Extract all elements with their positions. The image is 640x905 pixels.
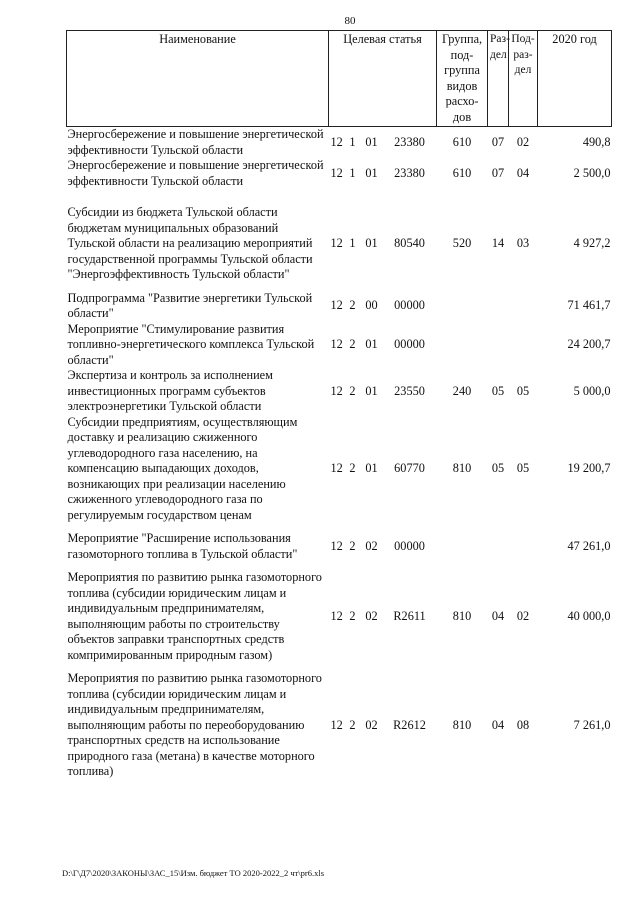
row-spacer — [67, 562, 612, 570]
target-article-subprogram: 2 — [349, 461, 356, 475]
target-article-direction: R2612 — [393, 717, 426, 732]
header-group: Группа, под-группа видов расхо-дов — [437, 31, 488, 127]
target-article-direction: R2611 — [393, 608, 426, 623]
target-article-event: 01 — [365, 236, 378, 250]
target-article-program: 12 — [330, 717, 343, 732]
table-row — [67, 531, 612, 562]
header-subsection: Под-раз-дел — [509, 31, 538, 127]
expense-group: 810 — [452, 608, 472, 623]
amount-2020: 19 200,7 — [567, 461, 611, 475]
row-spacer — [67, 189, 612, 205]
target-article-program: 12 — [330, 134, 343, 149]
section-code: 07 — [491, 165, 505, 180]
subsection-code: 02 — [516, 608, 530, 623]
section-code: 05 — [491, 461, 505, 475]
subsection-code: 02 — [516, 134, 530, 149]
amount-2020: 5 000,0 — [573, 383, 611, 398]
subsection-code — [509, 322, 538, 369]
expense-group: 240 — [452, 383, 472, 398]
table-row — [67, 671, 612, 780]
target-article-program: 12 — [330, 608, 343, 623]
expense-group — [437, 322, 488, 369]
target-article-subprogram: 2 — [349, 337, 356, 351]
target-article-event: 02 — [365, 538, 378, 553]
target-article-direction: 23380 — [394, 134, 425, 149]
amount-2020: 490,8 — [582, 134, 611, 149]
subsection-code: 05 — [516, 383, 530, 398]
target-article-subprogram: 2 — [349, 298, 356, 313]
table-row — [67, 570, 612, 663]
target-article-program: 12 — [330, 383, 343, 398]
target-article-direction: 00000 — [394, 298, 425, 313]
target-article-program: 12 — [330, 298, 343, 313]
amount-2020: 71 461,7 — [567, 298, 611, 313]
target-article-direction: 00000 — [394, 337, 425, 351]
target-article-program: 12 — [330, 165, 343, 180]
header-section: Раз-дел — [488, 31, 509, 127]
row-name: Субсидии из бюджета Тульской области бюджетам муниципальных образований Тульской области на реализацию мероприятий государственной программы Тульской области "Энергоэффективность Тульской области" — [67, 205, 313, 281]
row-spacer — [67, 663, 612, 671]
section-code: 07 — [491, 134, 505, 149]
section-code — [488, 531, 509, 562]
target-article-subprogram: 1 — [349, 236, 356, 250]
expense-group: 810 — [452, 717, 472, 732]
table-row — [67, 322, 612, 369]
target-article-direction: 23550 — [394, 383, 425, 398]
target-article-event: 02 — [365, 717, 378, 732]
row-name: Мероприятия по развитию рынка газомоторного топлива (субсидии юридическим лицам и индивидуальным предпринимателям, выполняющим работы по переоборудованию транспортных средств на использование природного газа (метана) в качестве моторного топлива) — [67, 671, 322, 778]
target-article-program: 12 — [330, 337, 343, 351]
target-article-event: 01 — [365, 134, 378, 149]
target-article-subprogram: 2 — [349, 383, 356, 398]
table-body — [67, 127, 612, 780]
row-spacer — [67, 523, 612, 531]
amount-2020: 47 261,0 — [567, 538, 611, 553]
target-article-event: 01 — [365, 165, 378, 180]
file-path: D:\Г\Д7\2020\ЗАКОНЫ\ЗАС_15\Изм. бюджет ТО 2020-2022_2 чт\pr6.xls — [62, 868, 325, 878]
row-spacer — [67, 283, 612, 291]
amount-2020: 2 500,0 — [573, 165, 611, 180]
target-article-direction: 80540 — [394, 236, 425, 250]
target-article-event: 01 — [365, 383, 378, 398]
target-article-direction: 00000 — [394, 538, 425, 553]
budget-table — [66, 30, 612, 780]
header-name: Наименование — [67, 31, 329, 127]
expense-group — [437, 531, 488, 562]
target-article-direction: 60770 — [394, 461, 425, 475]
row-name: Мероприятие "Стимулирование развития топливно-энергетического комплекса Тульской области" — [67, 321, 315, 367]
subsection-code: 03 — [516, 236, 530, 250]
subsection-code — [509, 291, 538, 322]
row-name: Подпрограмма "Развитие энергетики Тульской области" — [67, 290, 313, 320]
section-code: 04 — [491, 608, 505, 623]
table-row — [67, 158, 612, 189]
subsection-code: 04 — [516, 165, 530, 180]
expense-group: 810 — [452, 461, 472, 475]
target-article-program: 12 — [330, 461, 343, 475]
target-article-event: 02 — [365, 608, 378, 623]
target-article-subprogram: 2 — [349, 608, 356, 623]
table-row — [67, 368, 612, 415]
expense-group: 610 — [452, 134, 472, 149]
target-article-event: 01 — [365, 337, 378, 351]
target-article-subprogram: 2 — [349, 538, 356, 553]
amount-2020: 4 927,2 — [573, 236, 611, 250]
section-code: 05 — [491, 383, 505, 398]
row-name: Энергосбережение и повышение энергетической эффективности Тульской области — [67, 158, 324, 188]
header-target-article: Целевая статья — [329, 31, 437, 127]
subsection-code: 08 — [516, 717, 530, 732]
row-name: Мероприятия по развитию рынка газомоторного топлива (субсидии юридическим лицам и индивидуальным предпринимателям, выполняющим работы по строительству объектов заправки транспортных средств компримированным природным газом) — [67, 570, 322, 662]
section-code: 14 — [491, 236, 505, 250]
target-article-direction: 23380 — [394, 165, 425, 180]
amount-2020: 40 000,0 — [567, 608, 611, 623]
table-row — [67, 415, 612, 524]
row-name: Энергосбережение и повышение энергетической эффективности Тульской области — [67, 127, 324, 157]
expense-group: 610 — [452, 165, 472, 180]
target-article-program: 12 — [330, 236, 343, 250]
amount-2020: 7 261,0 — [573, 717, 611, 732]
target-article-event: 01 — [365, 461, 378, 475]
page-number: 80 — [344, 15, 356, 27]
subsection-code — [509, 531, 538, 562]
row-name: Мероприятие "Расширение использования газомоторного топлива в Тульской области" — [67, 531, 298, 561]
expense-group — [437, 291, 488, 322]
amount-2020: 24 200,7 — [567, 337, 611, 351]
target-article-event: 00 — [365, 298, 378, 313]
row-name: Субсидии предприятиям, осуществляющим доставку и реализацию сжиженного углеводородного газа населению, на компенсацию выпадающих доходов, возникающих при реализации населению сжиженного углеводородного газа по регулируемым государством ценам — [67, 414, 298, 522]
target-article-subprogram: 1 — [349, 165, 356, 180]
row-name: Экспертиза и контроль за исполнением инвестиционных программ субъектов электроэнергетики Тульской области — [67, 368, 273, 413]
header-year: 2020 год — [538, 31, 612, 127]
table-row — [67, 127, 612, 159]
section-code: 04 — [491, 717, 505, 732]
expense-group: 520 — [452, 236, 472, 250]
section-code — [488, 322, 509, 369]
target-article-subprogram: 1 — [349, 134, 356, 149]
table-row — [67, 205, 612, 283]
section-code — [488, 291, 509, 322]
table-row — [67, 291, 612, 322]
target-article-program: 12 — [330, 538, 343, 553]
target-article-subprogram: 2 — [349, 717, 356, 732]
subsection-code: 05 — [516, 461, 530, 475]
